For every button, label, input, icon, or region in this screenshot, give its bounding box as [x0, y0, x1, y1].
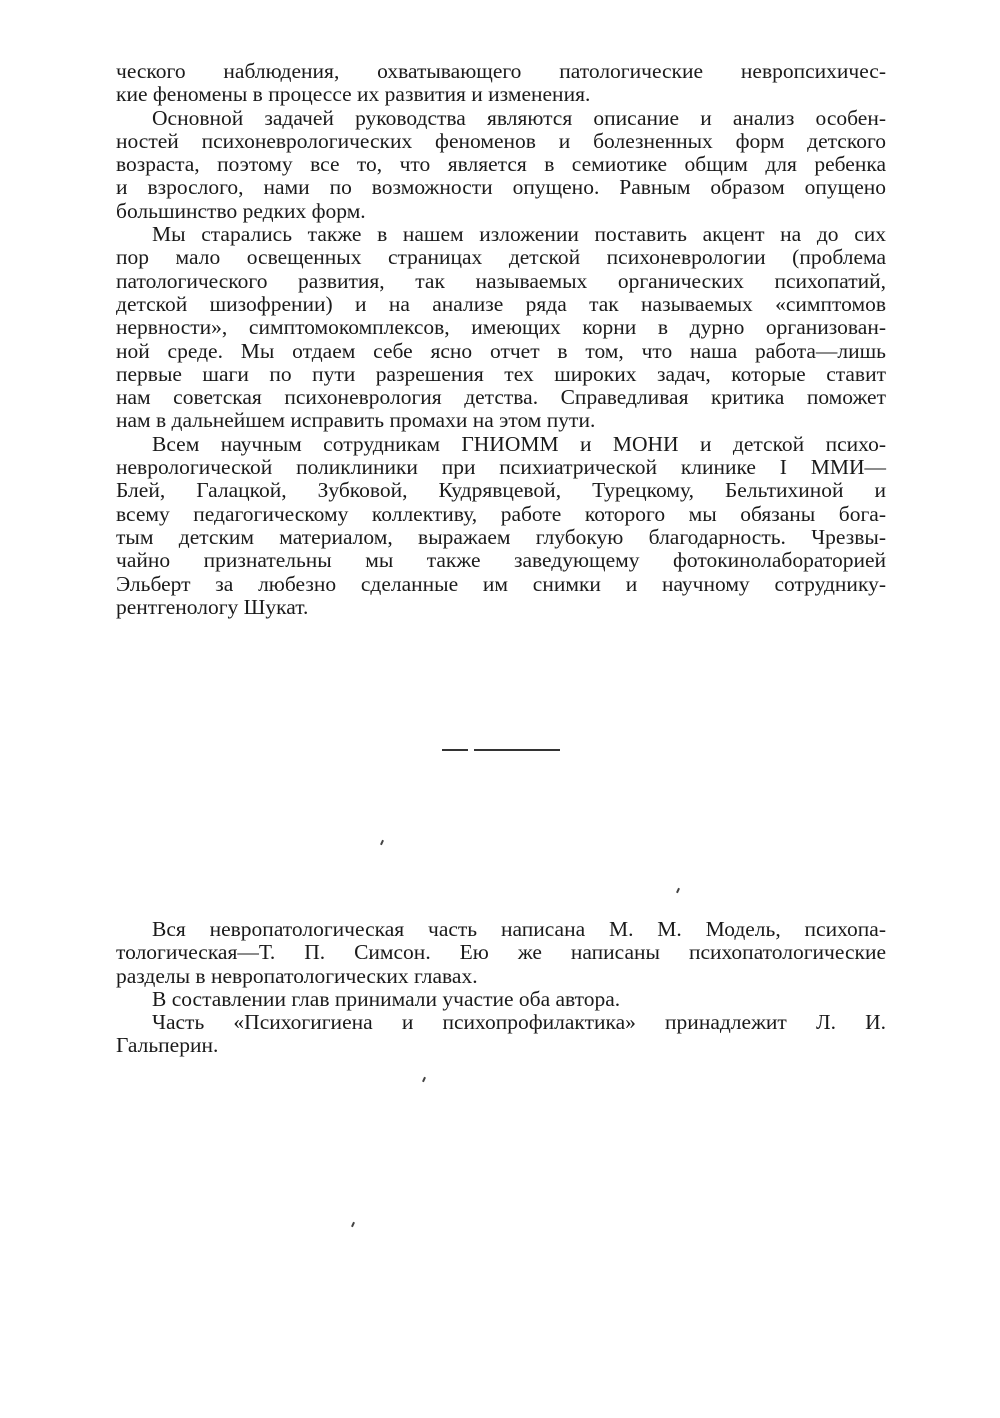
divider-segment — [474, 749, 560, 751]
text-line: тологическая—Т. П. Симсон. Ею же написаны психопатологические — [116, 940, 886, 965]
text-line: Часть «Психогигиена и психопрофилактика» принадлежит Л. И. — [152, 1010, 886, 1035]
text-line: детской шизофрении) и на анализе ряда так называемых «симптомов — [116, 291, 886, 316]
scan-speck — [422, 1077, 426, 1082]
credits-paragraph-neuro — [116, 918, 886, 988]
main-text — [116, 60, 886, 619]
scan-speck — [351, 1222, 355, 1227]
text-line: и взрослого, нами по возможности опущено. Равным образом опущено — [116, 175, 886, 200]
text-line: ностей психоневрологических феноменов и болезненных форм детского — [116, 128, 886, 153]
text-line: Гальперин. — [116, 1033, 219, 1058]
divider-segment — [442, 749, 468, 751]
text-line: неврологической поликлиники при психиатрической клинике I ММИ— — [116, 455, 886, 480]
text-line: большинство редких форм. — [116, 198, 366, 223]
text-line: нам советская психоневрология детства. Справедливая критика поможет — [116, 385, 886, 410]
paragraph-accent — [116, 223, 886, 433]
text-line: первые шаги по пути разрешения тех широких задач, которые ставит — [116, 361, 886, 386]
credits-paragraph-joint — [116, 988, 886, 1011]
text-line: патологического развития, так называемых органических психопатий, — [116, 268, 886, 293]
text-line: Вся невропатологическая часть написана М. М. Модель, психопа- — [152, 917, 886, 941]
scan-speck — [380, 840, 384, 845]
authorship-credits — [116, 918, 886, 1058]
text-line: всему педагогическому коллективу, работе которого мы обязаны бога- — [116, 501, 886, 526]
text-line: Основной задачей руководства являются описание и анализ особен- — [152, 105, 886, 130]
paragraph-purpose — [116, 107, 886, 223]
credits-paragraph-hygiene — [116, 1011, 886, 1058]
text-line: Блей, Галацкой, Зубковой, Кудрявцевой, Турецкому, Бельтихиной и — [116, 478, 886, 503]
text-line: чайно признательны мы также заведующему фотокинолабораторией — [116, 548, 886, 573]
text-line: В составлении глав принимали участие оба автора. — [152, 986, 621, 1011]
text-line: Эльберт за любезно сделанные им снимки и научному сотруднику- — [116, 571, 886, 596]
text-line: Мы старались также в нашем изложении поставить акцент на до сих — [152, 222, 886, 247]
text-line: ческого наблюдения, охватывающего патологические невропсихичес- — [116, 59, 886, 83]
text-line: возраста, поэтому все то, что является в семиотике общим для ребенка — [116, 152, 886, 177]
paragraph-continuation — [116, 60, 886, 107]
text-line: ной среде. Мы отдаем себе ясно отчет в том, что наша работа—лишь — [116, 338, 886, 363]
text-line: разделы в невропатологических главах. — [116, 963, 478, 988]
text-line: нам в дальнейшем исправить промахи на этом пути. — [116, 408, 596, 433]
text-line: Всем научным сотрудникам ГНИОММ и МОНИ и детской психо- — [152, 431, 886, 456]
text-line: кие феномены в процессе их развития и изменения. — [116, 82, 591, 107]
text-line: нервности», симптомокомплексов, имеющих корни в дурно организован- — [116, 315, 886, 340]
text-line: пор мало освещенных страницах детской психоневрологии (проблема — [116, 245, 886, 270]
paragraph-acknowledgements — [116, 433, 886, 619]
text-line: тым детским материалом, выражаем глубокую благодарность. Чрезвы- — [116, 524, 886, 549]
scan-speck — [676, 888, 680, 893]
text-line: рентгенологу Шукат. — [116, 594, 309, 619]
